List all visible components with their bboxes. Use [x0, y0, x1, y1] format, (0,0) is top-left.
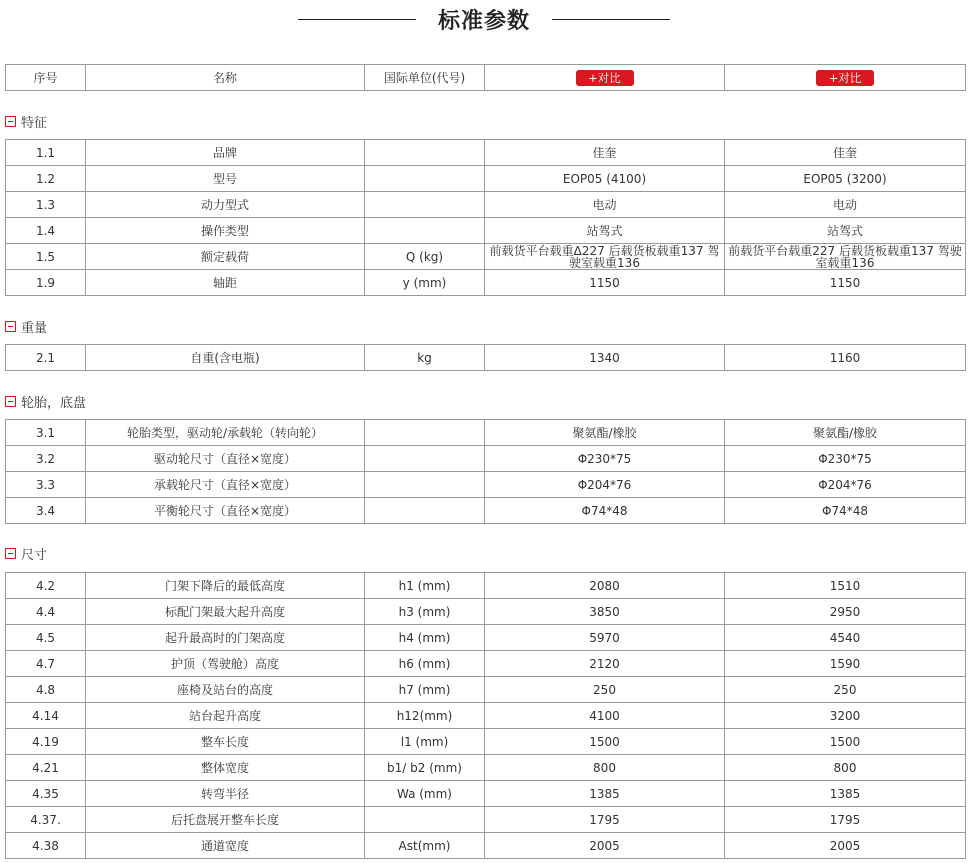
table-row	[6, 140, 966, 166]
row-value-a: 佳奎	[485, 140, 725, 166]
header-row	[6, 65, 966, 91]
section-dimensions-label: 尺寸	[21, 547, 48, 563]
row-name: 转弯半径	[86, 781, 365, 807]
table-row	[6, 270, 966, 296]
row-value-a: Φ204*76	[485, 472, 725, 498]
row-value-b: Φ74*48	[725, 498, 966, 524]
row-unit: h3 (mm)	[365, 599, 485, 625]
table-row	[6, 472, 966, 498]
section-weight-toggle[interactable]	[5, 318, 47, 334]
row-value-b: EOP05 (3200)	[725, 166, 966, 192]
section-tires-toggle[interactable]	[5, 393, 86, 409]
table-row	[6, 677, 966, 703]
row-name: 起升最高时的门架高度	[86, 625, 365, 651]
row-number: 4.37.	[6, 807, 86, 833]
header-unit: 国际单位(代号)	[365, 65, 485, 91]
row-value-b: 1150	[725, 270, 966, 296]
row-name: 额定载荷	[86, 244, 365, 270]
row-unit: h6 (mm)	[365, 651, 485, 677]
row-number: 3.4	[6, 498, 86, 524]
header-table	[5, 64, 966, 91]
row-unit	[365, 192, 485, 218]
row-name: 门架下降后的最低高度	[86, 573, 365, 599]
row-number: 4.5	[6, 625, 86, 651]
row-name: 站台起升高度	[86, 703, 365, 729]
section-tires-label: 轮胎，底盘	[21, 395, 87, 411]
row-unit	[365, 807, 485, 833]
row-unit	[365, 140, 485, 166]
row-number: 4.2	[6, 573, 86, 599]
row-value-a: 2005	[485, 833, 725, 859]
table-row	[6, 599, 966, 625]
table-row	[6, 498, 966, 524]
row-number: 3.2	[6, 446, 86, 472]
row-value-a: 站驾式	[485, 218, 725, 244]
row-number: 4.35	[6, 781, 86, 807]
row-value-a: Φ230*75	[485, 446, 725, 472]
row-number: 1.3	[6, 192, 86, 218]
row-value-b: 电动	[725, 192, 966, 218]
row-number: 4.4	[6, 599, 86, 625]
row-number: 4.21	[6, 755, 86, 781]
row-value-a: 1150	[485, 270, 725, 296]
row-name: 护顶（驾驶舱）高度	[86, 651, 365, 677]
row-unit: kg	[365, 345, 485, 371]
row-name: 座椅及站台的高度	[86, 677, 365, 703]
table-row	[6, 244, 966, 270]
row-name: 整车长度	[86, 729, 365, 755]
row-name: 整体宽度	[86, 755, 365, 781]
row-value-b: 站驾式	[725, 218, 966, 244]
table-row	[6, 420, 966, 446]
row-name: 标配门架最大起升高度	[86, 599, 365, 625]
row-value-b: 1385	[725, 781, 966, 807]
row-value-a: EOP05 (4100)	[485, 166, 725, 192]
section-dimensions-toggle[interactable]	[5, 545, 47, 561]
row-value-a: 1500	[485, 729, 725, 755]
row-unit: Ast(mm)	[365, 833, 485, 859]
row-name: 自重(含电瓶)	[86, 345, 365, 371]
header-name: 名称	[86, 65, 365, 91]
row-unit: h4 (mm)	[365, 625, 485, 651]
row-value-b: 聚氨酯/橡胶	[725, 420, 966, 446]
table-row	[6, 192, 966, 218]
table-row	[6, 218, 966, 244]
row-unit	[365, 446, 485, 472]
row-unit	[365, 218, 485, 244]
collapse-icon[interactable]	[5, 548, 16, 559]
row-unit: y (mm)	[365, 270, 485, 296]
table-row	[6, 833, 966, 859]
row-unit: b1/ b2 (mm)	[365, 755, 485, 781]
row-value-b: 800	[725, 755, 966, 781]
row-unit	[365, 498, 485, 524]
row-value-b: 1160	[725, 345, 966, 371]
table-row	[6, 807, 966, 833]
title-divider-right	[552, 19, 670, 20]
row-number: 3.1	[6, 420, 86, 446]
row-unit: h7 (mm)	[365, 677, 485, 703]
row-unit	[365, 166, 485, 192]
table-row	[6, 345, 966, 371]
row-number: 4.8	[6, 677, 86, 703]
collapse-icon[interactable]	[5, 396, 16, 407]
table-row	[6, 703, 966, 729]
row-number: 4.38	[6, 833, 86, 859]
row-number: 3.3	[6, 472, 86, 498]
row-number: 4.7	[6, 651, 86, 677]
row-name: 承载轮尺寸（直径×宽度）	[86, 472, 365, 498]
table-row	[6, 166, 966, 192]
row-name: 操作类型	[86, 218, 365, 244]
row-unit	[365, 420, 485, 446]
dimensions-table	[5, 572, 966, 859]
row-value-b: 1510	[725, 573, 966, 599]
header-compare-b-cell	[725, 65, 966, 91]
row-unit: Wa (mm)	[365, 781, 485, 807]
row-number: 1.2	[6, 166, 86, 192]
collapse-icon[interactable]	[5, 321, 16, 332]
row-number: 1.9	[6, 270, 86, 296]
row-value-b: 250	[725, 677, 966, 703]
row-unit: h1 (mm)	[365, 573, 485, 599]
section-weight-label: 重量	[21, 320, 48, 336]
row-name: 驱动轮尺寸（直径×宽度）	[86, 446, 365, 472]
row-value-a: 1340	[485, 345, 725, 371]
collapse-icon[interactable]	[5, 116, 16, 127]
row-value-a: 4100	[485, 703, 725, 729]
table-row	[6, 781, 966, 807]
row-value-a: 5970	[485, 625, 725, 651]
title-bar	[0, 0, 970, 40]
row-value-a: 1385	[485, 781, 725, 807]
row-unit: l1 (mm)	[365, 729, 485, 755]
row-value-b: Φ230*75	[725, 446, 966, 472]
row-value-a: 3850	[485, 599, 725, 625]
row-value-a: 1795	[485, 807, 725, 833]
header-compare-a-cell	[485, 65, 725, 91]
row-number: 1.5	[6, 244, 86, 270]
row-value-a: 800	[485, 755, 725, 781]
table-row	[6, 755, 966, 781]
table-row	[6, 729, 966, 755]
row-number: 2.1	[6, 345, 86, 371]
row-number: 4.14	[6, 703, 86, 729]
section-features-toggle[interactable]	[5, 113, 47, 129]
row-name: 动力型式	[86, 192, 365, 218]
header-no: 序号	[6, 65, 86, 91]
row-value-b: Φ204*76	[725, 472, 966, 498]
row-value-a: 250	[485, 677, 725, 703]
section-features-label: 特征	[21, 115, 48, 131]
row-name: 轴距	[86, 270, 365, 296]
row-value-a: Φ74*48	[485, 498, 725, 524]
weight-table	[5, 344, 966, 371]
row-number: 1.1	[6, 140, 86, 166]
row-unit: Q (kg)	[365, 244, 485, 270]
row-value-b: 1795	[725, 807, 966, 833]
row-value-a: 聚氨酯/橡胶	[485, 420, 725, 446]
row-name: 轮胎类型，驱动轮/承载轮（转向轮）	[86, 420, 365, 446]
row-name: 型号	[86, 166, 365, 192]
row-unit: h12(mm)	[365, 703, 485, 729]
row-value-b: 2950	[725, 599, 966, 625]
table-row	[6, 651, 966, 677]
row-value-a: 电动	[485, 192, 725, 218]
title-divider-left	[298, 19, 416, 20]
row-value-a: 2120	[485, 651, 725, 677]
table-row	[6, 446, 966, 472]
row-value-b: 3200	[725, 703, 966, 729]
row-value-b: 1590	[725, 651, 966, 677]
features-table	[5, 139, 966, 296]
row-value-b: 前载货平台载重227 后载货板载重137 驾驶室载重136	[725, 244, 966, 270]
row-value-b: 4540	[725, 625, 966, 651]
row-value-b: 1500	[725, 729, 966, 755]
tires-table	[5, 419, 966, 524]
page-title: 标准参数	[437, 9, 530, 34]
row-number: 1.4	[6, 218, 86, 244]
table-row	[6, 625, 966, 651]
row-name: 后托盘展开整车长度	[86, 807, 365, 833]
row-name: 平衡轮尺寸（直径×宽度）	[86, 498, 365, 524]
row-unit	[365, 472, 485, 498]
row-number: 4.19	[6, 729, 86, 755]
row-name: 通道宽度	[86, 833, 365, 859]
row-value-a: 前载货平台载重Δ227 后载货板载重137 驾驶室载重136	[485, 244, 725, 270]
row-value-a: 2080	[485, 573, 725, 599]
row-name: 品牌	[86, 140, 365, 166]
compare-button-a[interactable]: +对比	[576, 70, 634, 86]
compare-button-b[interactable]: +对比	[816, 70, 874, 86]
row-value-b: 2005	[725, 833, 966, 859]
table-row	[6, 573, 966, 599]
row-value-b: 佳奎	[725, 140, 966, 166]
